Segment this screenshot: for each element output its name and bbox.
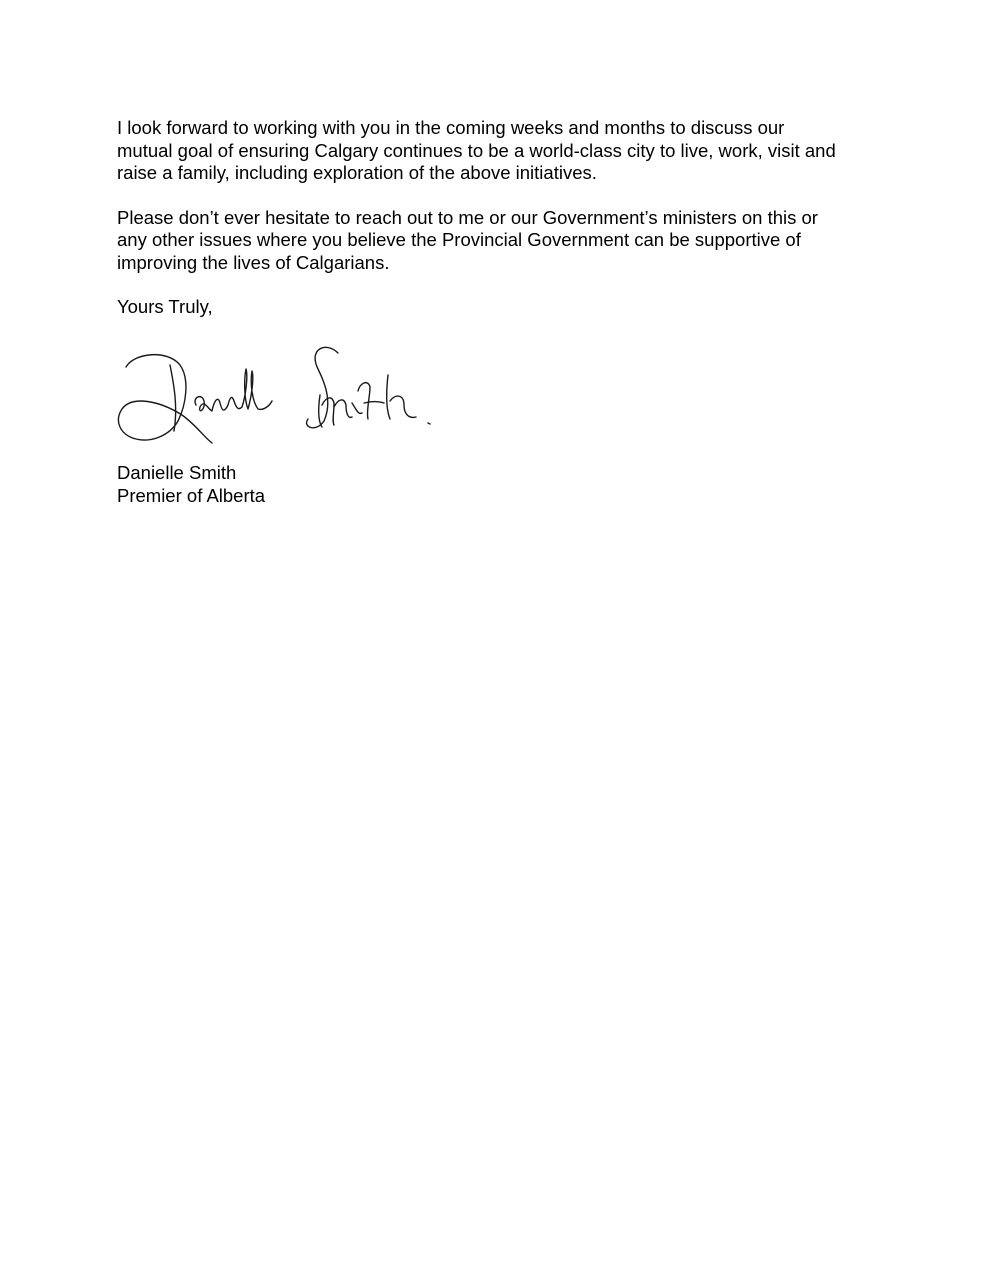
signatory-block — [117, 462, 265, 507]
signature-icon — [112, 335, 442, 453]
paragraph-working-together: I look forward to working with you in the coming weeks and months to discuss our mutual goal of ensuring Calgary continues to be a world-class city to live, work, visit and raise a family, including exploration of the above initiatives. — [117, 117, 836, 183]
paragraph-reach-out: Please don’t ever hesitate to reach out to me or our Government’s ministers on this or any other issues where you believe the Provincial Government can be supportive of improving the lives of Calgarians. — [117, 206, 818, 273]
letter-body — [117, 117, 897, 319]
signatory-title: Premier of Alberta — [117, 484, 266, 506]
letter-closing: Yours Truly, — [117, 296, 213, 317]
signatory-name: Danielle Smith — [117, 462, 237, 483]
